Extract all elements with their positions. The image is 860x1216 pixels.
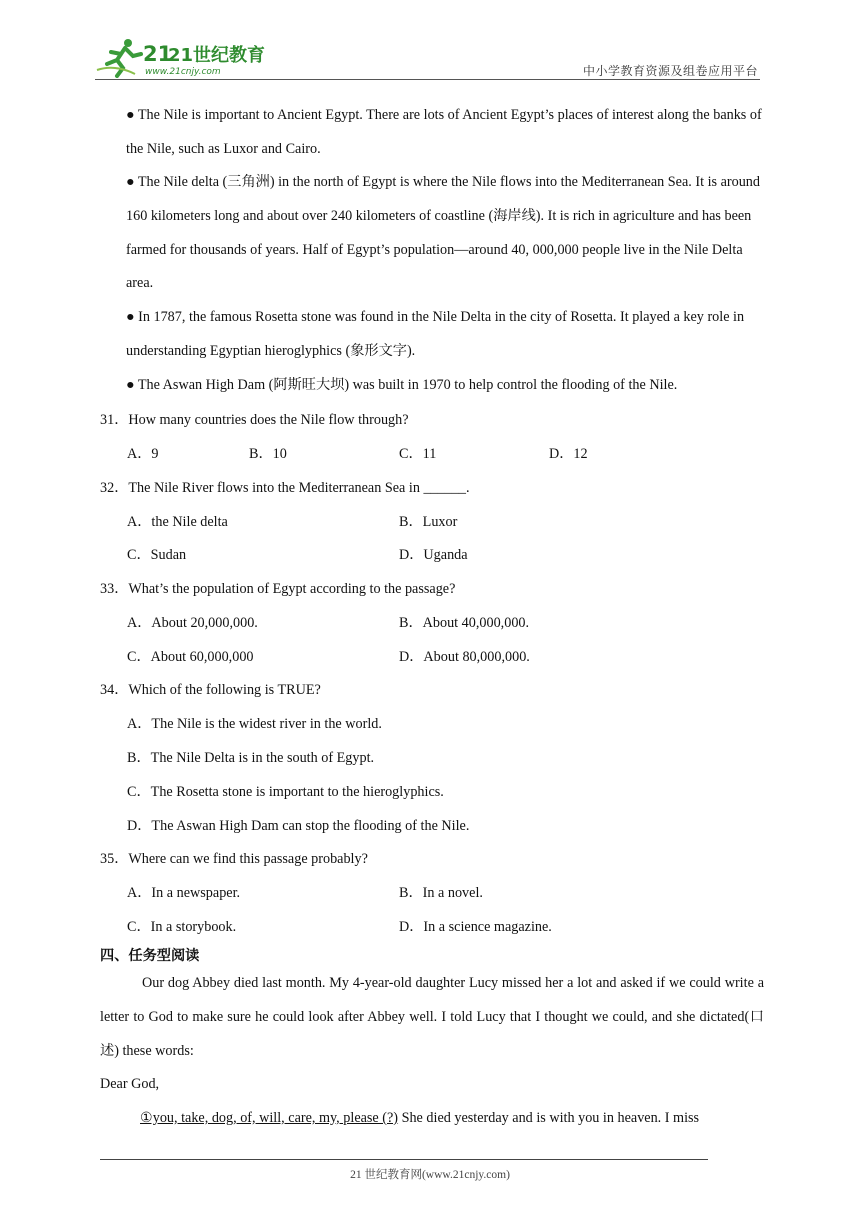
option[interactable]: C．In a storybook.: [127, 919, 237, 935]
option[interactable]: A．9: [127, 446, 159, 462]
option[interactable]: B．Luxor: [399, 514, 458, 530]
logo-icon: [95, 34, 265, 78]
option[interactable]: B．In a novel.: [399, 885, 483, 901]
question-stem: 31．How many countries does the Nile flow through?: [100, 412, 409, 428]
passage-paragraph: Our dog Abbey died last month. My 4-year-old daughter Lucy missed her a lot and asked if we could write a letter to God to make sure he could look after Abbey well. I told Lucy that I thought we could, and she dictated(口述) these words:: [100, 975, 764, 1059]
option[interactable]: C．Sudan: [127, 547, 187, 563]
site-name: 中小学教育资源及组卷应用平台: [582, 64, 758, 78]
option[interactable]: D．About 80,000,000.: [399, 649, 530, 665]
option[interactable]: D．In a science magazine.: [399, 919, 552, 935]
page-footer: 21 世纪教育网(www.21cnjy.com): [350, 1169, 510, 1181]
option[interactable]: D．The Aswan High Dam can stop the flooding of the Nile.: [127, 818, 470, 834]
option[interactable]: C．11: [399, 446, 437, 462]
option[interactable]: A．In a newspaper.: [127, 885, 241, 901]
bullet-paragraph: ● In 1787, the famous Rosetta stone was found in the Nile Delta in the city of Rosetta. It played a key role in understanding Egyptian hieroglyphics (象形文字).: [126, 309, 745, 359]
logo-text: 21世纪教育: [168, 45, 265, 66]
svg-text:www.21cnjy.com: www.21cnjy.com: [145, 67, 221, 77]
question-stem: 32．The Nile River flows into the Mediterranean Sea in ______.: [100, 480, 470, 496]
letter-greeting: Dear God,: [100, 1076, 160, 1092]
footer-divider: [100, 1159, 708, 1160]
option[interactable]: B．The Nile Delta is in the south of Egypt.: [127, 750, 375, 766]
underlined-word-order-task: ①you, take, dog, of, will, care, my, please (?): [140, 1110, 399, 1126]
bullet-paragraph: ● The Nile is important to Ancient Egypt. There are lots of Ancient Egypt’s places of interest along the banks of the Nile, such as Luxor and Cairo.: [126, 107, 762, 157]
bullet-paragraph: ● The Aswan High Dam (阿斯旺大坝) was built in 1970 to help control the flooding of the Nile.: [126, 377, 678, 393]
option[interactable]: D．12: [549, 446, 588, 462]
question-stem: 35．Where can we find this passage probably?: [100, 851, 368, 867]
question-stem: 34．Which of the following is TRUE?: [100, 682, 321, 698]
svg-text:21: 21: [143, 42, 173, 66]
option[interactable]: A．the Nile delta: [127, 514, 228, 530]
question-stem: 33．What’s the population of Egypt according to the passage?: [100, 581, 456, 597]
page-header: [95, 34, 760, 80]
section-title: 四、任务型阅读: [100, 948, 200, 964]
passage-paragraph: [100, 1101, 764, 1135]
option[interactable]: A．About 20,000,000.: [127, 615, 258, 631]
option[interactable]: A．The Nile is the widest river in the world.: [127, 716, 382, 732]
option[interactable]: D．Uganda: [399, 547, 468, 563]
option[interactable]: C．The Rosetta stone is important to the hieroglyphics.: [127, 784, 444, 800]
passage-text: She died yesterday and is with you in heaven. I miss: [398, 1110, 700, 1126]
bullet-paragraph: ● The Nile delta (三角洲) in the north of Egypt is where the Nile flows into the Mediterranean Sea. It is around 160 kilometers long and about over 240 kilometers of coastline (海岸线). It is rich in agriculture and has been farmed for thousands of years. Half of Egypt’s population—around 40, 000,000 people live in the Nile Delta area.: [126, 174, 760, 292]
header-divider: [95, 79, 760, 80]
option[interactable]: B．10: [249, 446, 287, 462]
option[interactable]: C．About 60,000,000: [127, 649, 254, 665]
option[interactable]: B．About 40,000,000.: [399, 615, 530, 631]
